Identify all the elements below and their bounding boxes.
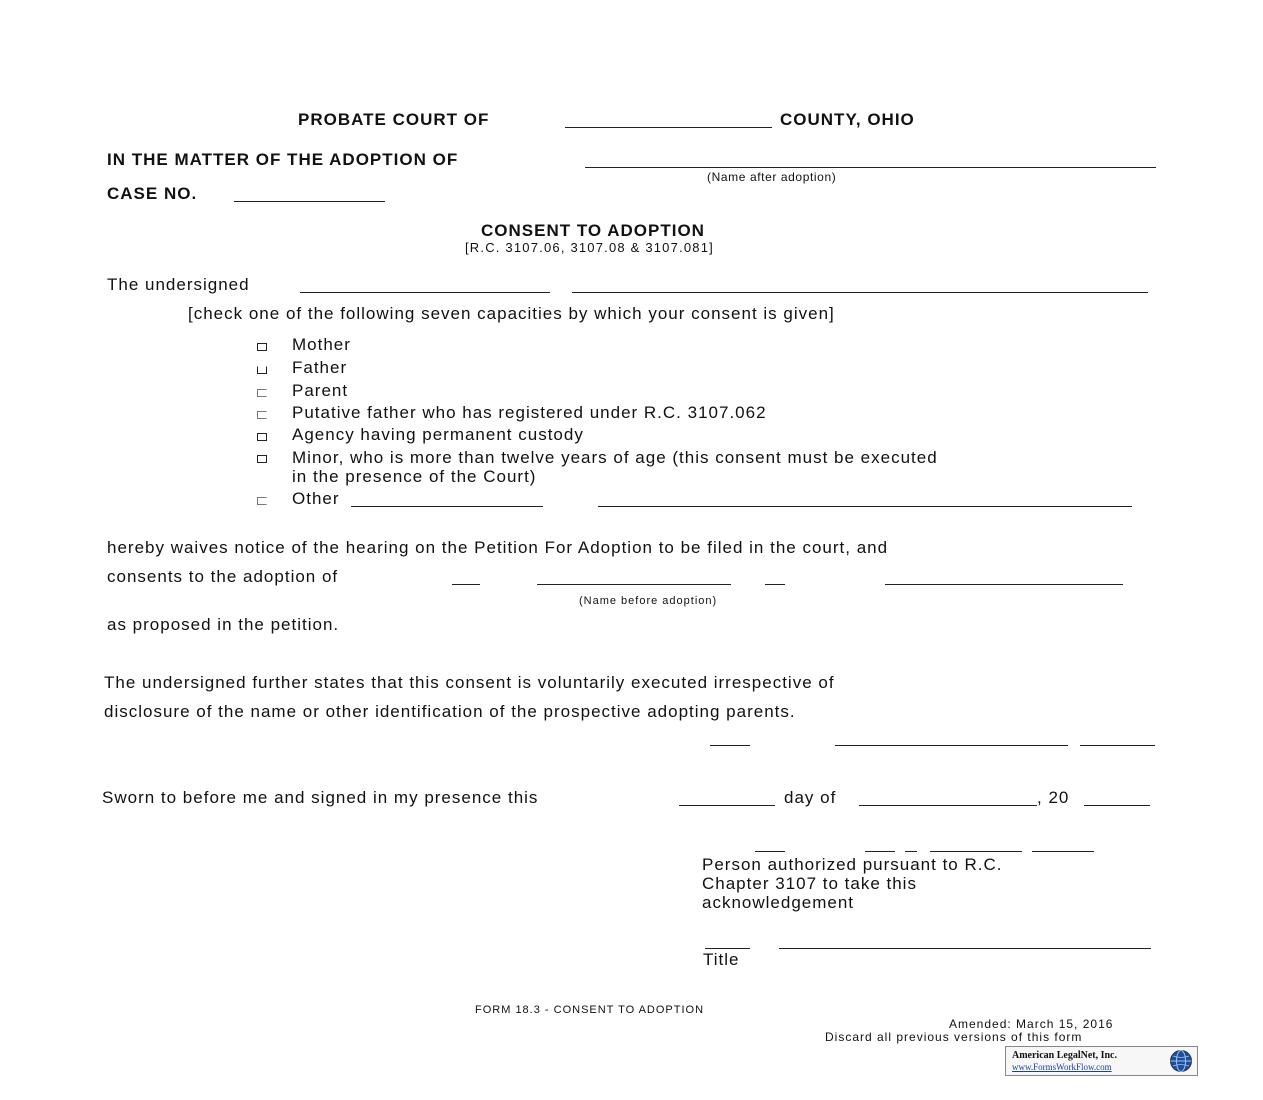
logo-company-name: American LegalNet, Inc. [1012,1050,1117,1061]
signature-field-part-3[interactable] [1080,745,1155,746]
authorized-signature-field-part-4[interactable] [930,851,1022,852]
option-mother-label: Mother [292,335,351,354]
option-minor-label-continued: in the presence of the Court) [292,467,537,486]
sworn-day-field[interactable] [679,805,775,806]
logo-website-link[interactable]: www.FormsWorkFlow.com [1012,1062,1112,1072]
american-legalnet-logo[interactable] [1005,1046,1198,1076]
checkbox-other[interactable] [257,497,267,505]
court-label: PROBATE COURT OF [298,110,490,129]
checkbox-agency[interactable] [257,433,267,441]
other-capacity-field-continued[interactable] [598,506,1132,507]
option-minor-label: Minor, who is more than twelve years of age (this consent must be executed [292,448,938,467]
consent-adoption-of-label: consents to the adoption of [107,567,339,586]
sworn-month-field[interactable] [859,805,1037,806]
year-prefix-label: , 20 [1037,788,1070,807]
option-father-label: Father [292,358,348,377]
undersigned-name-field[interactable] [300,292,550,293]
sworn-statement: Sworn to before me and signed in my presence this [102,788,539,807]
county-state-label: COUNTY, OHIO [780,110,915,129]
globe-icon [1169,1049,1193,1073]
name-before-adoption-caption: (Name before adoption) [579,595,718,607]
checkbox-father[interactable] [257,366,267,374]
case-number-field[interactable] [234,201,385,202]
name-before-adoption-field-part-3[interactable] [765,584,785,585]
option-other-label: Other [292,489,340,508]
authorized-person-line-1: Person authorized pursuant to R.C. [702,855,1003,874]
signature-field-part-2[interactable] [835,745,1068,746]
document-title: CONSENT TO ADOPTION [481,221,705,240]
form-name-footer: FORM 18.3 - CONSENT TO ADOPTION [475,1004,705,1016]
title-label: Title [703,950,740,969]
authorized-person-line-3: acknowledgement [702,893,855,912]
checkbox-mother[interactable] [257,343,267,351]
day-of-label: day of [784,788,837,807]
option-parent-label: Parent [292,381,349,400]
name-after-adoption-field[interactable] [585,167,1156,168]
authorized-signature-field-part-1[interactable] [755,851,785,852]
undersigned-name-field-continued[interactable] [572,292,1148,293]
checkbox-minor[interactable] [257,455,267,463]
name-before-adoption-field-part-1[interactable] [452,584,480,585]
option-agency-label: Agency having permanent custody [292,425,584,444]
amended-date: Amended: March 15, 2016 [949,1017,1114,1031]
statute-reference: [R.C. 3107.06, 3107.08 & 3107.081] [465,240,714,255]
option-putative-father-label: Putative father who has registered under R.C. 3107.062 [292,403,767,422]
authorized-signature-field-part-5[interactable] [1032,851,1094,852]
undersigned-label: The undersigned [107,275,250,294]
title-field-part-2[interactable] [779,948,1151,949]
capacity-instruction: [check one of the following seven capacities by which your consent is given] [188,304,835,323]
title-field-part-1[interactable] [705,948,750,949]
sworn-year-field[interactable] [1084,805,1150,806]
name-before-adoption-field-part-4[interactable] [885,584,1123,585]
name-after-adoption-caption: (Name after adoption) [707,170,837,184]
checkbox-putative-father[interactable] [257,411,267,419]
name-before-adoption-field-part-2[interactable] [537,584,731,585]
voluntary-statement-line-1: The undersigned further states that this consent is voluntarily executed irrespective of [104,673,835,692]
checkbox-parent[interactable] [257,389,267,397]
as-proposed-text: as proposed in the petition. [107,615,340,634]
voluntary-statement-line-2: disclosure of the name or other identification of the prospective adopting parents. [104,702,796,721]
discard-notice: Discard all previous versions of this form [825,1030,1083,1044]
authorized-signature-field-part-2[interactable] [865,851,895,852]
matter-label: IN THE MATTER OF THE ADOPTION OF [107,150,459,169]
county-name-field[interactable] [565,127,772,128]
waiver-text: hereby waives notice of the hearing on the Petition For Adoption to be filed in the court, and [107,538,889,557]
authorized-signature-field-part-3[interactable] [905,851,917,852]
case-number-label: CASE NO. [107,184,198,203]
signature-field-part-1[interactable] [710,745,750,746]
authorized-person-line-2: Chapter 3107 to take this [702,874,917,893]
other-capacity-field[interactable] [351,506,543,507]
